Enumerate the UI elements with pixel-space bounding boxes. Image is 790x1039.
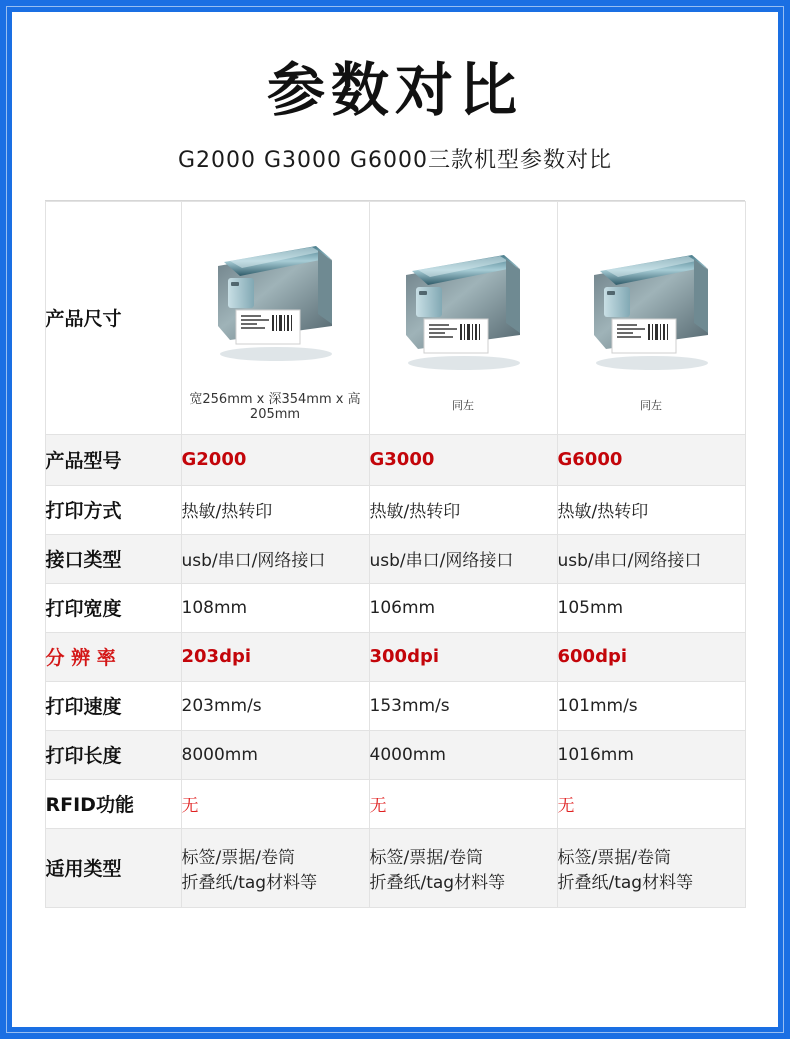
cell-print-method-g3000: 热敏/热转印 bbox=[369, 485, 557, 534]
cell-print-width-g6000: 105mm bbox=[557, 583, 745, 632]
row-label-print-speed: 打印速度 bbox=[45, 681, 181, 730]
page-header bbox=[12, 12, 778, 201]
cell-resolution-g6000: 600dpi bbox=[557, 632, 745, 681]
cell-print-width-g3000: 106mm bbox=[369, 583, 557, 632]
cell-print-speed-g6000: 101mm/s bbox=[557, 681, 745, 730]
cell-interface-g2000: usb/串口/网络接口 bbox=[181, 534, 369, 583]
cell-applicable-types-g6000 bbox=[557, 828, 745, 907]
applicable-line-1: 标签/票据/卷筒 bbox=[181, 847, 295, 868]
cell-print-speed-g2000: 203mm/s bbox=[181, 681, 369, 730]
row-label-resolution: 分 辨 率 bbox=[45, 632, 181, 681]
row-label-print-width: 打印宽度 bbox=[45, 583, 181, 632]
cell-model-g6000: G6000 bbox=[557, 434, 745, 485]
cell-print-method-g6000: 热敏/热转印 bbox=[557, 485, 745, 534]
row-label-model: 产品型号 bbox=[45, 434, 181, 485]
row-label-interface: 接口类型 bbox=[45, 534, 181, 583]
printer-illustration-g6000 bbox=[558, 223, 745, 391]
product-image-cell-g6000 bbox=[557, 201, 745, 434]
product-size-caption-g3000: 同左 bbox=[452, 398, 474, 412]
cell-print-length-g6000: 1016mm bbox=[557, 730, 745, 779]
cell-model-g3000: G3000 bbox=[369, 434, 557, 485]
printer-icon bbox=[388, 223, 538, 383]
cell-print-speed-g3000: 153mm/s bbox=[369, 681, 557, 730]
product-size-caption-g6000: 同左 bbox=[640, 398, 662, 412]
comparison-table bbox=[45, 201, 746, 908]
cell-print-length-g2000: 8000mm bbox=[181, 730, 369, 779]
row-label-print-length: 打印长度 bbox=[45, 730, 181, 779]
cell-print-method-g2000: 热敏/热转印 bbox=[181, 485, 369, 534]
table-row bbox=[45, 434, 745, 485]
printer-icon bbox=[200, 214, 350, 374]
table-row bbox=[45, 681, 745, 730]
applicable-line-1: 标签/票据/卷筒 bbox=[369, 847, 483, 868]
applicable-line-2: 折叠纸/tag材料等 bbox=[369, 872, 506, 893]
printer-icon bbox=[576, 223, 726, 383]
printer-illustration-g3000 bbox=[370, 223, 557, 391]
table-row bbox=[45, 534, 745, 583]
product-image-cell-g2000 bbox=[181, 201, 369, 434]
page-subtitle: G2000 G3000 G6000三款机型参数对比 bbox=[177, 147, 613, 173]
cell-resolution-g2000: 203dpi bbox=[181, 632, 369, 681]
table-row bbox=[45, 779, 745, 828]
product-image-cell-g3000 bbox=[369, 201, 557, 434]
cell-print-length-g3000: 4000mm bbox=[369, 730, 557, 779]
cell-interface-g3000: usb/串口/网络接口 bbox=[369, 534, 557, 583]
printer-illustration-g2000 bbox=[182, 214, 369, 382]
row-label-rfid: RFID功能 bbox=[45, 779, 181, 828]
cell-rfid-g2000: 无 bbox=[181, 779, 369, 828]
row-label-product-size: 产品尺寸 bbox=[45, 201, 181, 434]
table-row bbox=[45, 632, 745, 681]
table-row bbox=[45, 485, 745, 534]
cell-model-g2000: G2000 bbox=[181, 434, 369, 485]
table-row bbox=[45, 583, 745, 632]
row-label-applicable-types: 适用类型 bbox=[45, 828, 181, 907]
cell-interface-g6000: usb/串口/网络接口 bbox=[557, 534, 745, 583]
table-row bbox=[45, 828, 745, 907]
row-label-print-method: 打印方式 bbox=[45, 485, 181, 534]
cell-applicable-types-g3000 bbox=[369, 828, 557, 907]
applicable-line-2: 折叠纸/tag材料等 bbox=[181, 872, 318, 893]
applicable-line-1: 标签/票据/卷筒 bbox=[557, 847, 671, 868]
cell-print-width-g2000: 108mm bbox=[181, 583, 369, 632]
table-row bbox=[45, 730, 745, 779]
product-size-caption-g2000: 宽256mm x 深354mm x 高205mm bbox=[189, 391, 361, 422]
cell-rfid-g3000: 无 bbox=[369, 779, 557, 828]
cell-applicable-types-g2000 bbox=[181, 828, 369, 907]
content-sheet bbox=[12, 12, 778, 1027]
applicable-line-2: 折叠纸/tag材料等 bbox=[557, 872, 694, 893]
page-title: 参数对比 bbox=[266, 56, 523, 124]
cell-rfid-g6000: 无 bbox=[557, 779, 745, 828]
cell-resolution-g3000: 300dpi bbox=[369, 632, 557, 681]
table-row bbox=[45, 201, 745, 434]
